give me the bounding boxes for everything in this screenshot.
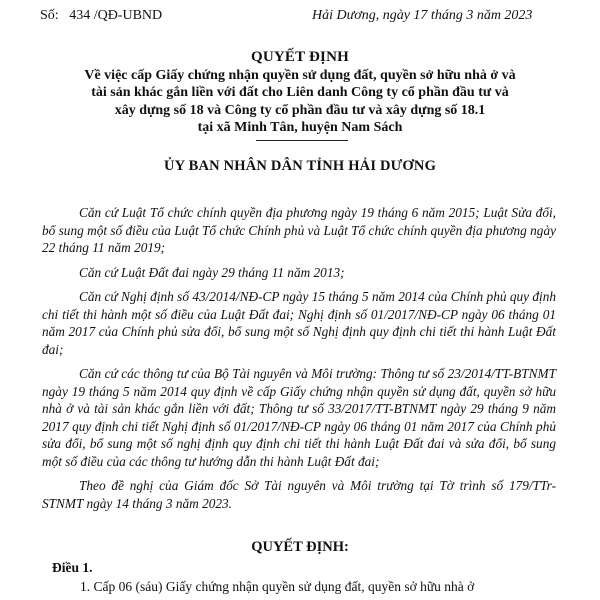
- title-divider: [256, 140, 348, 141]
- article-1-heading: Điều 1.: [52, 560, 93, 575]
- decision-title: QUYẾT ĐỊNH: [251, 49, 349, 65]
- document-number-suffix: /QĐ-UBND: [93, 8, 163, 23]
- document-number-value: 434: [69, 8, 91, 23]
- legal-basis-paragraph: Theo đề nghị của Giám đốc Sở Tài nguyên và Môi trường tại Tờ trình số 179/TTr-STNMT ngày 14 tháng 3 năm 2023.: [42, 478, 556, 511]
- legal-basis-paragraph: Căn cứ Nghị định số 43/2014/NĐ-CP ngày 15 tháng 5 năm 2014 của Chính phủ quy định chi tiết thi hành một số điều của Luật Đất đai; Nghị định số 01/2017/NĐ-CP ngày 06 tháng 01 năm 2017 của Chính phủ sửa đổi, bổ sung một số Nghị định quy định chi tiết thi hành Luật Đất đai;: [42, 289, 556, 357]
- decision-subtitle-line: xây dựng số 18 và Công ty cổ phần đầu tư và xây dựng số 18.1: [114, 102, 486, 118]
- decision-subtitle-line: tại xã Minh Tân, huyện Nam Sách: [197, 119, 403, 135]
- decision-subtitle-line: tài sản khác gắn liền với đất cho Liên danh Công ty cổ phần đầu tư và: [91, 85, 509, 101]
- legal-basis-preamble: [42, 204, 556, 519]
- legal-basis-paragraph: Căn cứ Luật Đất đai ngày 29 tháng 11 năm 2013;: [79, 264, 345, 280]
- decision-title-block: [60, 48, 540, 136]
- document-number-label: Số:: [40, 8, 59, 23]
- legal-basis-paragraph: Căn cứ các thông tư của Bộ Tài nguyên và Môi trường: Thông tư số 23/2014/TT-BTNMT ngày 19 tháng 5 năm 2014 quy định về cấp Giấy chứng nhận quyền sử dụng đất, quyền sở hữu nhà ở và tài sản khác gắn liền với đất; Thông tư số 33/2017/TT-BTNMT ngày 29 tháng 9 năm 2017 quy định chi tiết Nghị định số 01/2017/NĐ-CP ngày 06 tháng 01 năm 2017 của Chính phủ sửa đổi, bổ sung một số nghị định quy định chi tiết thi hành Luật Đất đai và sửa đổi, bổ sung một số điều của các thông tư hướng dẫn thi hành Luật Đất đai;: [42, 366, 556, 469]
- document-header: [0, 6, 600, 28]
- legal-basis-paragraph: Căn cứ Luật Tổ chức chính quyền địa phương ngày 19 tháng 6 năm 2015; Luật Sửa đổi, bổ sung một số điều của Luật Tổ chức Chính phủ và Luật Tổ chức chính quyền địa phương ngày 22 tháng 11 năm 2019;: [42, 205, 556, 255]
- document-place-date: Hải Dương, ngày 17 tháng 3 năm 2023: [312, 8, 533, 23]
- article-1-text: 1. Cấp 06 (sáu) Giấy chứng nhận quyền sử dụng đất, quyền sở hữu nhà ở: [80, 579, 475, 594]
- decision-heading: QUYẾT ĐỊNH:: [251, 539, 349, 555]
- issuing-authority: ỦY BAN NHÂN DÂN TỈNH HẢI DƯƠNG: [163, 158, 437, 174]
- decision-subtitle-line: Về việc cấp Giấy chứng nhận quyền sử dụng đất, quyền sở hữu nhà ở và: [84, 68, 516, 83]
- document-number: [40, 8, 162, 24]
